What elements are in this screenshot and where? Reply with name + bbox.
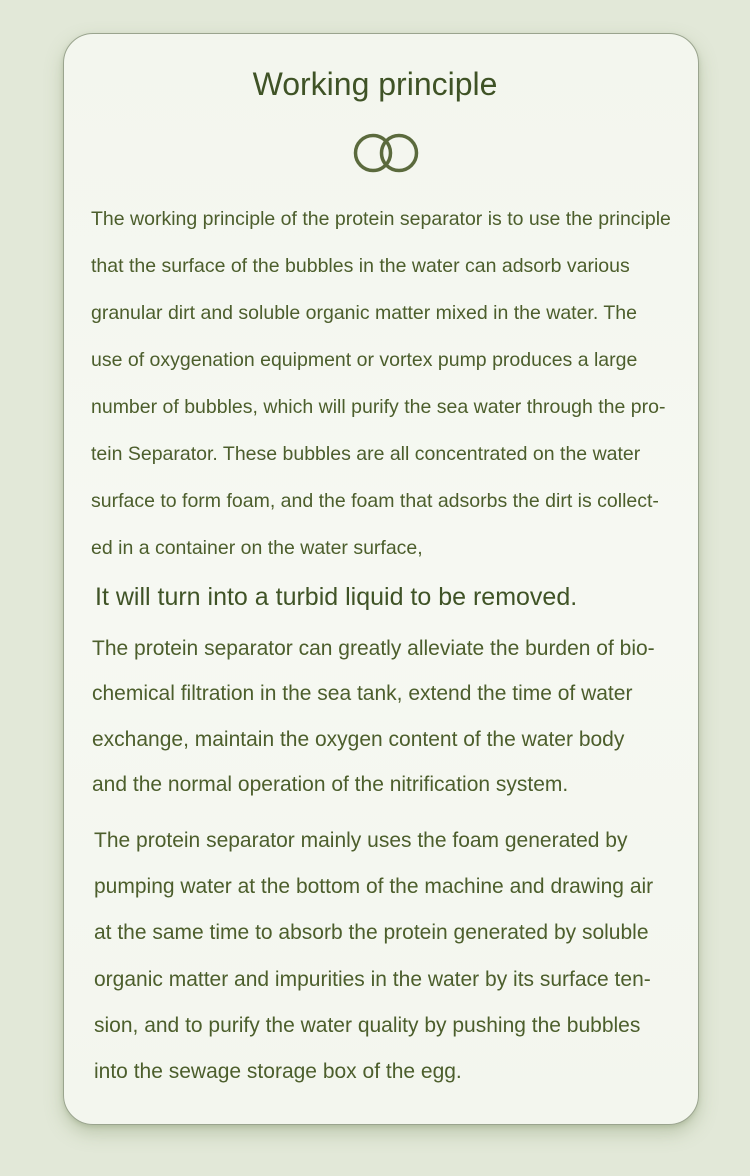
- text-line: sion, and to purify the water quality by pushing the bubbles: [94, 1013, 641, 1037]
- paragraph-benefits: [92, 626, 655, 807]
- page-title: Working principle: [252, 66, 498, 102]
- text-line: exchange, maintain the oxygen content of the water body: [92, 727, 625, 751]
- paragraph-working-principle: [91, 196, 671, 572]
- text-line: The working principle of the protein separator is to use the principle: [91, 208, 671, 230]
- interlocking-rings-icon: [352, 130, 422, 176]
- text-line: into the sewage storage box of the egg.: [94, 1059, 462, 1083]
- text-line: surface to form foam, and the foam that adsorbs the dirt is collect-: [91, 490, 659, 512]
- text-line: The protein separator mainly uses the foam generated by: [94, 829, 628, 852]
- paragraph-mechanism: [94, 818, 653, 1095]
- text-line: number of bubbles, which will purify the sea water through the pro-: [91, 396, 666, 418]
- text-line: pumping water at the bottom of the machine and drawing air: [94, 875, 654, 899]
- text-line: that the surface of the bubbles in the water can adsorb various: [91, 255, 630, 277]
- text-line: tein Separator. These bubbles are all concentrated on the water: [91, 443, 641, 465]
- text-line: use of oxygenation equipment or vortex pump produces a large: [91, 349, 638, 371]
- paragraph-turbid-liquid: It will turn into a turbid liquid to be removed.: [95, 583, 578, 611]
- text-line: organic matter and impurities in the water by its surface ten-: [94, 967, 651, 991]
- text-line: granular dirt and soluble organic matter mixed in the water. The: [91, 302, 637, 324]
- text-line: chemical filtration in the sea tank, extend the time of water: [92, 682, 633, 706]
- text-line: and the normal operation of the nitrification system.: [92, 772, 569, 796]
- text-line: The protein separator can greatly alleviate the burden of bio-: [92, 637, 655, 660]
- text-line: ed in a container on the water surface,: [91, 537, 423, 559]
- text-line: at the same time to absorb the protein generated by soluble: [94, 921, 649, 945]
